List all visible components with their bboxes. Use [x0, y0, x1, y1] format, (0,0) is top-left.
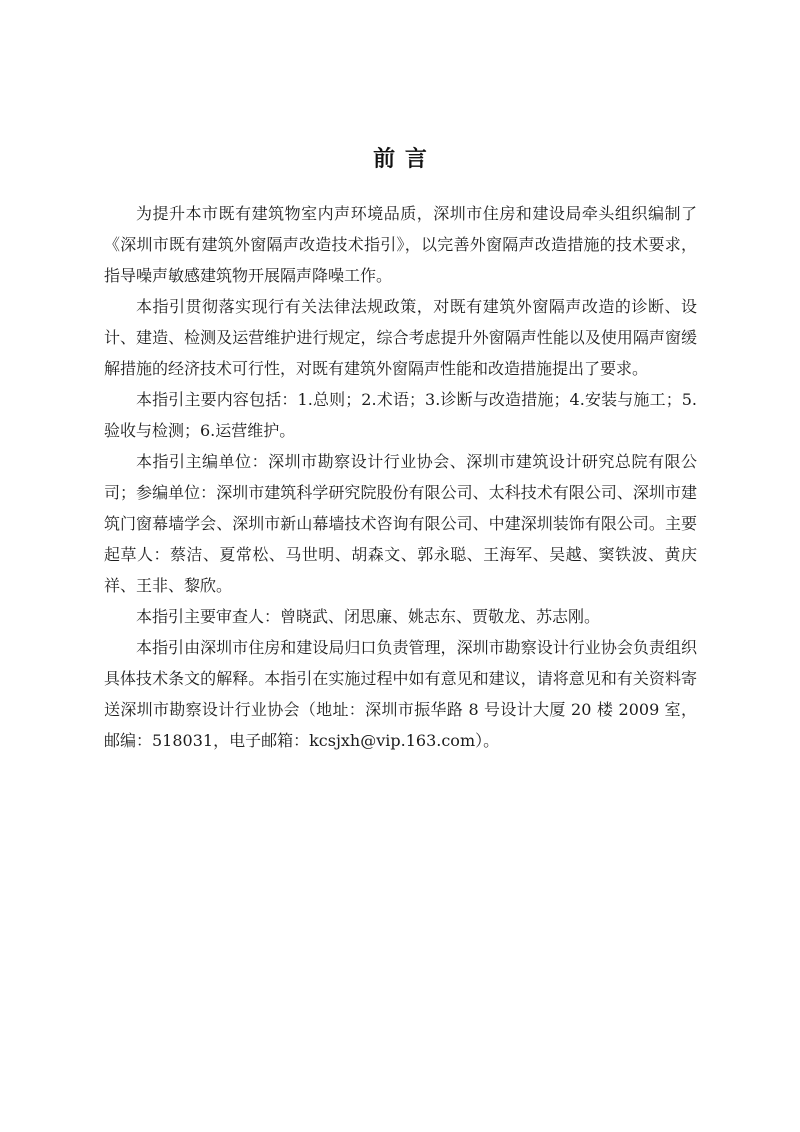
- paragraph-intro: 为提升本市既有建筑物室内声环境品质，深圳市住房和建设局牵头组织编制了《深圳市既有建筑外窗隔声改造技术指引》，以完善外窗隔声改造措施的技术要求，指导噪声敏感建筑物开展隔声降噪工作。: [104, 204, 697, 285]
- document-body: [104, 198, 697, 756]
- paragraph-editors: 本指引主编单位：深圳市勘察设计行业协会、深圳市建筑设计研究总院有限公司；参编单位：深圳市建筑科学研究院股份有限公司、太科技术有限公司、深圳市建筑门窗幕墙学会、深圳市新山幕墙技术咨询有限公司、中建深圳装饰有限公司。主要起草人：蔡洁、夏常松、马世明、胡森文、郭永聪、王海军、吴越、窦铁波、黄庆祥、王非、黎欣。: [104, 452, 697, 595]
- paragraph-reviewers: 本指引主要审查人：曾晓武、闭思廉、姚志东、贾敬龙、苏志刚。: [136, 607, 601, 626]
- paragraph-contents: 本指引主要内容包括：1.总则；2.术语；3.诊断与改造措施；4.安装与施工；5.验收与检测；6.运营维护。: [104, 390, 697, 440]
- page-title: 前 言: [373, 146, 428, 172]
- paragraph-scope: 本指引贯彻落实现行有关法律法规政策，对既有建筑外窗隔声改造的诊断、设计、建造、检测及运营维护进行规定，综合考虑提升外窗隔声性能以及使用隔声窗缓解措施的经济技术可行性，对既有建筑外窗隔声性能和改造措施提出了要求。: [104, 297, 697, 378]
- paragraph-contact: 本指引由深圳市住房和建设局归口负责管理，深圳市勘察设计行业协会负责组织具体技术条文的解释。本指引在实施过程中如有意见和建议，请将意见和有关资料寄送深圳市勘察设计行业协会（地址：深圳市振华路 8 号设计大厦 20 楼 2009 室，邮编：518031，电子邮箱：kcsjxh@vip.163.com）。: [104, 638, 697, 750]
